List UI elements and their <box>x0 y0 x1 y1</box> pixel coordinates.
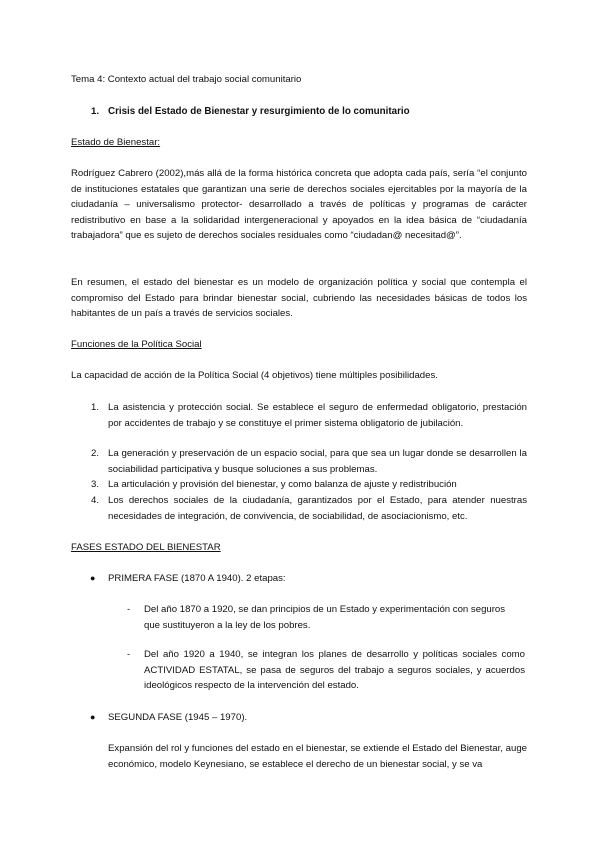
funciones-heading: Funciones de la Política Social <box>71 339 202 350</box>
section-title: Crisis del Estado de Bienestar y resurgimiento de lo comunitario <box>108 106 410 117</box>
bullet-icon: ● <box>90 573 96 583</box>
section-number: 1. <box>91 106 100 117</box>
fase1-etapa: Del año 1870 a 1920, se dan principios de un Estado y experimentación con seguros que sustituyeron a la ley de los pobres. <box>144 604 506 631</box>
fase2-label: SEGUNDA FASE (1945 – 1970). <box>108 712 248 723</box>
bullet-icon: ● <box>90 712 96 722</box>
document-title: Tema 4: Contexto actual del trabajo social comunitario <box>71 74 302 85</box>
fase1-etapa: Del año 1920 a 1940, se integran los planes de desarrollo y políticas sociales como ACTIVIDAD ESTATAL, se pasa de seguros del trabajo a seguros sociales, y acuerdos ideológicos respecto de la intervención del estado. <box>144 649 525 691</box>
fases-heading: FASES ESTADO DEL BIENESTAR <box>71 542 221 553</box>
list-number: 2. <box>91 448 100 459</box>
list-item-funcion: Los derechos sociales de la ciudadanía, garantizados por el Estado, para atender nuestras necesidades de integración, de convivencia, de sociabilidad, de asociacionismo, etc. <box>108 495 527 522</box>
fase2-text: Expansión del rol y funciones del estado en el bienestar, se extiende el Estado del Bienestar, auge económico, modelo Keynesiano, se establece el derecho de un bienestar social, y se va <box>108 743 527 770</box>
paragraph-rodriguez: Rodríguez Cabrero (2002),más allá de la forma histórica concreta que adopta cada país, sería “el conjunto de instituciones estatales que garantizan una serie de derechos sociales ejercitables por la mayoría de la ciudadanía – universalismo protector- desarrollado a través de políticas y programas de carácter redistributivo en base a la solidaridad intergeneracional y apoyados en la idea básica de “ciudadanía trabajadora” que es sujeto de derechos sociales residuales como “ciudadan@ necesitad@”. <box>71 168 527 241</box>
list-number: 3. <box>91 479 100 490</box>
list-item-funcion: La asistencia y protección social. Se establece el seguro de enfermedad obligatorio, prestación por accidentes de trabajo y se constituye el primer sistema obligatorio de jubilación. <box>108 402 527 429</box>
paragraph-resumen: En resumen, el estado del bienestar es un modelo de organización política y social que contempla el compromiso del Estado para brindar bienestar social, cubriendo las necesidades básicas de todos los habitantes de un país a través de servicios sociales. <box>71 277 527 319</box>
funciones-intro: La capacidad de acción de la Política Social (4 objetivos) tiene múltiples posibilidades. <box>71 370 438 381</box>
list-item-funcion: La articulación y provisión del bienestar, y como balanza de ajuste y redistribución <box>108 479 457 490</box>
dash-icon: - <box>127 604 131 615</box>
list-number: 1. <box>91 402 100 413</box>
fase1-label: PRIMERA FASE (1870 A 1940). 2 etapas: <box>108 573 286 584</box>
estado-heading: Estado de Bienestar: <box>71 137 161 148</box>
dash-icon: - <box>127 649 131 660</box>
list-item-funcion: La generación y preservación de un espacio social, para que sea un lugar donde se desarrollen la sociabilidad participativa y busque soluciones a sus problemas. <box>108 448 527 475</box>
list-number: 4. <box>91 495 100 506</box>
